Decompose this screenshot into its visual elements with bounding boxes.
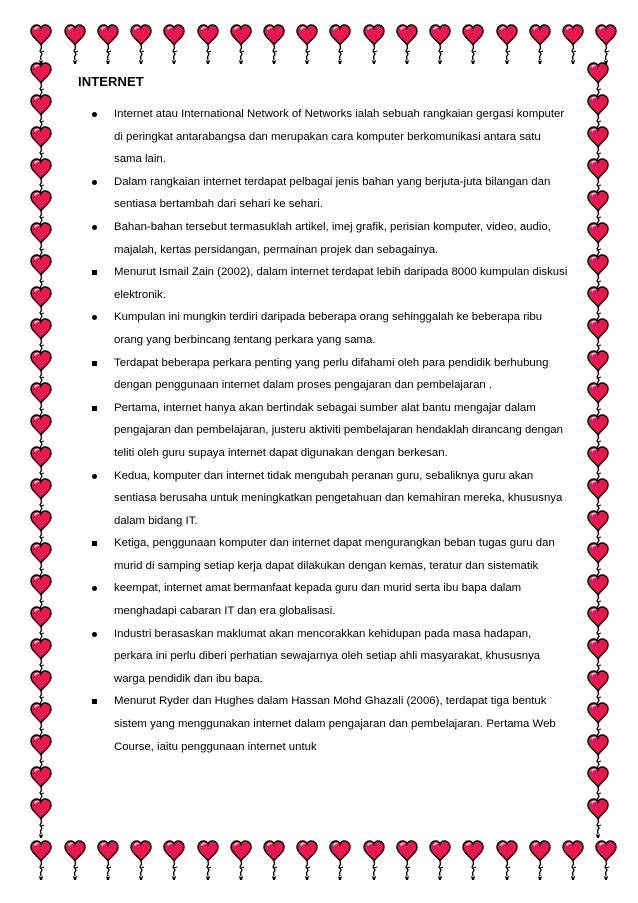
square-bullet-icon [92,699,97,704]
list-item [78,306,568,351]
list-item [78,623,568,691]
list-item-text: Terdapat beberapa perkara penting yang perlu difahami oleh para pendidik berhubung dengan penggunaan internet dalam proses pengajaran dan pembelajaran . [114,356,549,392]
list-item-text: Kedua, komputer dan internet tidak mengubah peranan guru, sebaliknya guru akan sentiasa berusaha untuk meningkatkan pengetahuan dan kemahiran mereka, khususnya dalam bidang IT. [114,469,563,527]
list-item-text: Bahan-bahan tersebut termasuklah artikel, imej grafik, perisian komputer, video, audio, majalah, kertas persidangan, permainan projek dan sebagainya. [114,220,551,256]
heart-balloon-icon [98,25,118,64]
heart-balloon-icon [65,25,85,64]
round-bullet-icon [92,315,97,320]
list-item [78,261,568,306]
heart-balloon-icon [563,25,583,64]
heart-balloon-icon [131,25,151,64]
heart-balloon-icon [530,841,550,880]
heart-balloon-icon [198,25,218,64]
list-item-text: Menurut Ismail Zain (2002), dalam internet terdapat lebih daripada 8000 kumpulan diskusi elektronik. [114,266,568,301]
list-item-text: Dalam rangkaian internet terdapat pelbagai jenis bahan yang berjuta-juta bilangan dan sentiasa bertambah dari sehari ke sehari. [114,175,551,211]
heart-balloon-icon [164,841,184,880]
document-body [78,74,568,758]
square-bullet-icon [92,270,97,275]
list-item-text: Ketiga, penggunaan komputer dan internet dapat mengurangkan beban tugas guru dan murid di samping setiap kerja dapat dilakukan dengan kemas, teratur dan sistematik [114,537,555,572]
heart-balloon-icon [164,25,184,64]
heart-balloon-icon [364,841,384,880]
list-item-text: Kumpulan ini mungkin terdiri daripada beberapa orang sehinggalah ke beberapa ribu orang yang berbincang tentang perkara yang sama. [114,311,543,346]
heart-balloon-icon [430,25,450,64]
heart-balloon-icon [397,841,417,880]
heart-balloon-icon [588,799,608,838]
heart-balloon-icon [98,841,118,880]
round-bullet-icon [92,180,97,185]
list-item [78,577,568,622]
heart-balloon-icon [330,25,350,64]
heart-balloon-icon [231,841,251,880]
list-item [78,103,568,171]
list-item-text: keempat, internet amat bermanfaat kepada guru dan murid serta ibu bapa dalam menghadapi cabaran IT dan era globalisasi. [114,582,522,618]
heart-balloon-icon [463,841,483,880]
round-bullet-icon [92,632,97,637]
heart-balloon-icon [264,841,284,880]
list-item-text: Menurut Ryder dan Hughes dalam Hassan Mohd Ghazali (2006), terdapat tiga bentuk sistem yang menggunakan internet dalam pengajaran dan pembelajaran. Pertama Web Course, iaitu penggunaan internet untuk [114,695,556,753]
heart-balloon-icon [497,841,517,880]
square-bullet-icon [92,406,97,411]
page-title: INTERNET [78,74,144,89]
heart-balloon-icon [31,799,51,838]
heart-balloon-icon [497,25,517,64]
round-bullet-icon [92,474,97,479]
heart-balloon-icon [330,841,350,880]
list-item [78,171,568,216]
square-bullet-icon [92,541,97,546]
heart-balloon-icon [198,841,218,880]
heart-balloon-icon [596,841,616,880]
list-item [78,397,568,465]
heart-balloon-icon [31,841,51,880]
heart-balloon-icon [397,25,417,64]
round-bullet-icon [92,586,97,591]
list-item [78,690,568,758]
heart-balloon-icon [131,841,151,880]
heart-balloon-icon [364,25,384,64]
list-item-text: Internet atau International Network of Networks ialah sebuah rangkaian gergasi komputer di peringkat antarabangsa dan merupakan cara komputer berkomunikasi antara satu sama lain. [114,108,565,166]
heart-balloon-icon [297,841,317,880]
bullet-list [78,103,568,758]
heart-balloon-icon [563,841,583,880]
heart-balloon-icon [65,841,85,880]
heart-balloon-icon [264,25,284,64]
list-item [78,465,568,533]
round-bullet-icon [92,225,97,230]
heart-balloon-icon [463,25,483,64]
heart-balloon-icon [596,25,616,64]
list-item-text: Industri berasaskan maklumat akan mencorakkan kehidupan pada masa hadapan, perkara ini perlu diberi perhatian sewajarnya oleh setiap ahli masyarakat, khususnya warga pendidik dan ibu bapa. [114,627,541,685]
list-item [78,352,568,397]
heart-balloon-icon [231,25,251,64]
round-bullet-icon [92,112,97,117]
heart-balloon-icon [430,841,450,880]
list-item-text: Pertama, internet hanya akan bertindak sebagai sumber alat bantu mengajar dalam pengajaran dan pembelajaran, justeru aktiviti pembelajaran hendaklah dirancang dengan teliti oleh guru supaya internet dapat digunakan dengan berkesan. [114,401,563,459]
list-item [78,216,568,261]
square-bullet-icon [92,361,97,366]
heart-balloon-icon [297,25,317,64]
list-item [78,532,568,577]
heart-balloon-icon [31,25,51,64]
heart-balloon-icon [530,25,550,64]
